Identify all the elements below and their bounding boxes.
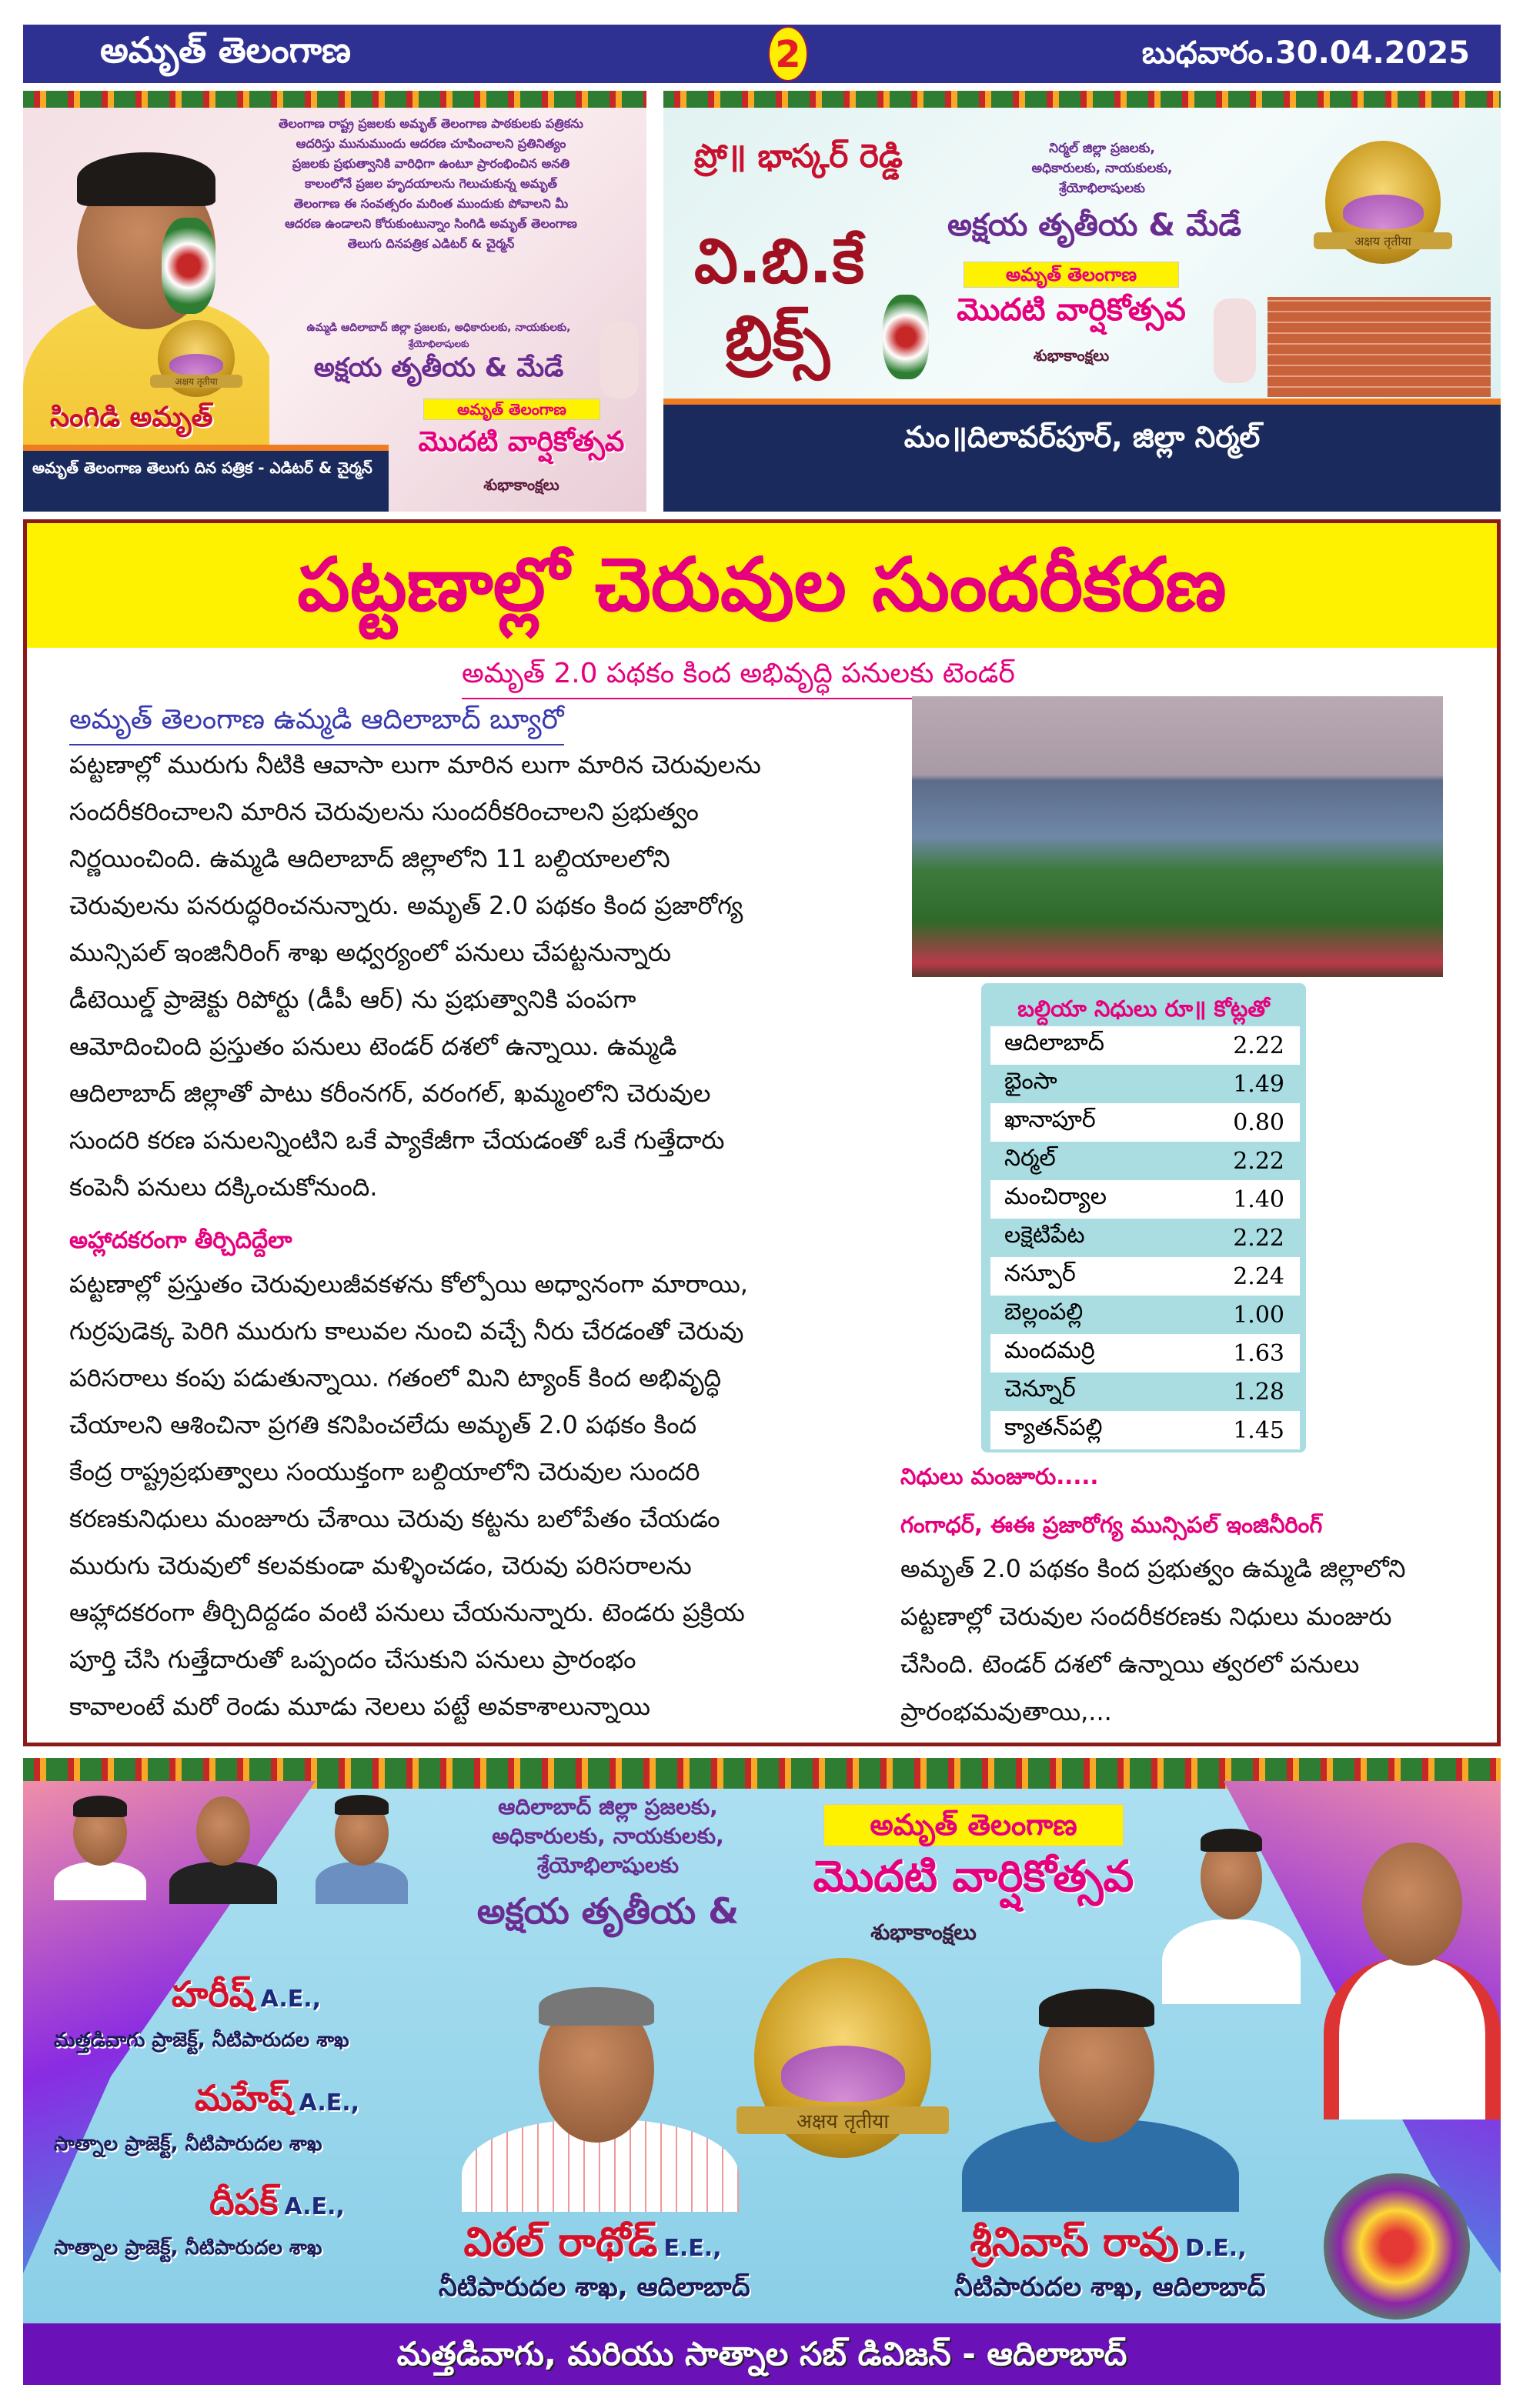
article-text-line: చేయాలని ఆశించినా ప్రగతి కనిపించలేదు అమృత్ 2.0 పథకం కింద: [69, 1410, 697, 1439]
raised-fist-icon: [600, 322, 639, 399]
person-department: సాత్నాల ప్రాజెక్ట్, నీటిపారుదల శాఖ: [54, 2236, 322, 2260]
bricks-photo: [1267, 297, 1491, 397]
municipality-name: బెల్లంపల్లి: [1004, 1299, 1084, 1326]
municipality-name: లక్షెటిపేట: [1004, 1222, 1085, 1249]
garland-decoration: [23, 91, 646, 108]
funds-table-row: [990, 1296, 1300, 1334]
masthead-logo: అమృత్ తెలంగాణ: [100, 29, 351, 71]
person-department: నీటిపారుదల శాఖ, ఆదిలాబాద్: [439, 2272, 750, 2303]
municipality-name: క్యాతన్‌పల్లి: [1004, 1414, 1103, 1441]
ad-bottom-bar-text: అమృత్ తెలంగాణ తెలుగు దిన పత్రిక - ఎడిటర్ & చైర్మన్: [32, 459, 372, 477]
bouquet-icon: [883, 295, 929, 379]
funds-table-row: [990, 1180, 1300, 1219]
person-title: D.E.,: [1185, 2235, 1247, 2262]
greeting-line: అధికారులకు, నాయకులకు,: [1031, 161, 1173, 176]
article-text-line: సుందరి కరణ పనులన్నింటిని ఒకే ప్యాకేజీగా చేయడంతో ఒకే గుత్తేదారు: [69, 1126, 725, 1155]
article-text-line: చెరువులను పనరుద్ధరించనున్నారు. అమృత్ 2.0 పథకం కింద ప్రజారోగ్య: [69, 891, 743, 920]
akshaya-tritiya-kalash-icon: [1325, 141, 1441, 264]
ad-greeting-recipients: [948, 138, 1256, 198]
ad-irrigation-department: [23, 1758, 1501, 2385]
section-heading-funds: నిధులు మంజూరు.....: [900, 1463, 1099, 1489]
bouquet-icon: [162, 218, 215, 314]
article-text-line: మున్సిపల్ ఇంజినీరింగ్ శాఖ అధ్వర్యంలో పనులు చేపట్టనున్నారు: [69, 938, 671, 967]
article-text-line: కరణకునిధులు మంజూరు చేశాయి చెరువు కట్టను బలోపేతం చేయడం: [69, 1504, 720, 1533]
funds-table-row: [990, 1219, 1300, 1257]
funds-table-row: [990, 1411, 1300, 1449]
article-text-line: పూర్తి చేసి గుత్తేదారుతో ఒప్పందం చేసుకుని పనులు ప్రారంభం: [69, 1645, 636, 1674]
ad-message-line: తెలుగు దినపత్రిక ఎడిటర్ & చైర్మన్: [347, 236, 515, 251]
ad-message-line: కాలంలోనే ప్రజల హృదయాలను గెలుచుకున్న అమృత్: [305, 176, 557, 191]
newspaper-logo: అమృత్ తెలంగాణ: [423, 399, 600, 420]
fund-amount: 0.80: [1233, 1109, 1284, 1136]
fund-amount: 2.22: [1233, 1032, 1284, 1059]
greeting-line: శ్రేయోభిలాషులకు: [1059, 181, 1145, 196]
article-text-line: కావాలంటే మరో రెండు మూడు నెలలు పట్టే అవకాశాలున్నాయి: [69, 1692, 650, 1721]
garland-decoration: [663, 91, 1501, 108]
wishes: శుభాకాంక్షలు: [870, 1919, 977, 1945]
article-text-line: ఆదిలాబాద్ జిల్లాతో పాటు కరీంనగర్, వరంగల్, ఖమ్మంలోని చెరువుల: [69, 1079, 711, 1108]
article-text-line: కంపెనీ పనులు దక్కించుకోనుంది.: [69, 1172, 378, 1202]
funds-table-row: [990, 1065, 1300, 1103]
person-name: హరీష్: [171, 1973, 255, 2015]
funds-table-row: [990, 1334, 1300, 1372]
funds-table-row: [990, 1026, 1300, 1065]
funds-table-row: [990, 1142, 1300, 1180]
officer-photo-top-2: [1316, 1827, 1501, 2120]
article-text-line: మురుగు చెరువులో కలవకుండా మళ్ళించడం, చెరువు పరిసరాలను: [69, 1551, 692, 1580]
person-name-title: [92, 1973, 400, 2024]
person-department: సాత్నాల ప్రాజెక్ట్, నీటిపారుదల శాఖ: [54, 2133, 322, 2156]
article-text-line: పట్టణాల్లో ప్రస్తుతం చెరువులుజీవకళను కోల్పోయి అధ్వానంగా మారాయి,: [69, 1269, 748, 1299]
municipality-name: చెన్నూర్: [1004, 1376, 1076, 1402]
masthead-bar: [23, 25, 1501, 83]
ad-greeting-recipients-2: శ్రేయోభిలాషులకు: [408, 339, 469, 349]
person-name: శ్రీనివాస్ రావు: [970, 2220, 1179, 2266]
person-department: నీటిపారుదల శాఖ, ఆదిలాబాద్: [954, 2272, 1266, 2303]
ad-vbk-bricks: [663, 91, 1501, 512]
municipality-name: ఆదిలాబాద్: [1004, 1029, 1104, 1056]
ad-bottom-bar: [23, 445, 389, 512]
fund-amount: 2.24: [1233, 1262, 1284, 1290]
article-headline: పట్టణాల్లో చెరువుల సుందరీకరణ: [27, 523, 1497, 648]
municipality-name: నిర్మల్: [1004, 1145, 1056, 1172]
quote-source: గంగాధర్, ఈఈ ప్రజారోగ్య మున్సిపల్ ఇంజినీరింగ్: [900, 1512, 1323, 1538]
leader-photo-1: [50, 1793, 150, 1900]
ad-bottom-bar: [663, 399, 1501, 512]
funds-table-title: బల్దియా నిధులు రూ॥ కోట్లతో: [1017, 996, 1270, 1022]
akshaya-tritiya-kalash-icon: [158, 320, 235, 397]
kalash-badge-text: अक्षय तृतीया: [736, 2106, 949, 2134]
newspaper-logo: అమృత్ తెలంగాణ: [823, 1804, 1124, 1846]
municipality-name: భైంసా: [1004, 1068, 1057, 1095]
article-text-line: సందరీకరించాలని మారిన చెరువులను సుందరీకరించాలని ప్రభుత్వం: [69, 797, 699, 826]
ad-message-line: తెలంగాణ రాష్ట్ర ప్రజలకు అమృత్ తెలంగాణ పాఠకులకు పత్రికను: [279, 116, 583, 131]
article-text-line: నిర్ణయించింది. ఉమ్మడి ఆదిలాబాద్ జిల్లాలోని 11 బల్దియాలలోని: [69, 844, 670, 873]
flower-bouquet-icon: [1324, 2173, 1470, 2320]
newspaper-logo: అమృత్ తెలంగాణ: [964, 262, 1179, 288]
officer-photo-top-1: [1154, 1819, 1308, 2004]
ad-festival-title: అక్షయ తృతీయ &: [476, 1890, 740, 1932]
ad-festival-title: అక్షయ తృతీయ & మేడే: [947, 208, 1241, 243]
ad-message: [215, 114, 646, 254]
ad-message-line: ఆదరిస్తు మునుముందు ఆదరణ చూపించాలని ప్రతినిత్యం: [296, 136, 566, 151]
municipality-name: మందమర్రి: [1004, 1337, 1095, 1364]
proprietor-name: ప్రో॥ భాస్కర్ రెడ్డి: [694, 137, 903, 175]
kalash-badge-text: अक्षय तृतीया: [150, 375, 242, 388]
fund-amount: 1.49: [1233, 1070, 1284, 1098]
fund-amount: 2.22: [1233, 1224, 1284, 1252]
ad-editor-greeting: [23, 91, 646, 512]
page-number-badge: 2: [768, 26, 808, 82]
person-title: E.E.,: [663, 2235, 722, 2262]
article-text-line: ఆహ్లాదకరంగా తీర్చిదిద్దడం వంటి పనులు చేయనున్నారు. టెండరు ప్రక్రియ: [69, 1598, 745, 1627]
fund-amount: 1.45: [1233, 1416, 1284, 1444]
brand-name-line1: వి.బి.కే: [694, 225, 865, 297]
officer-photo-ee: [454, 1973, 746, 2212]
anniversary-title-left: మొదటి వార్షికోత్సవ: [418, 426, 625, 458]
section-heading: అహ్లాదకరంగా తీర్చిదిద్దేలా: [69, 1227, 292, 1254]
ad-greeting-recipients: ఉమ్మడి ఆదిలాబాద్ జిల్లా ప్రజలకు, అధికారులకు, నాయకులకు,: [306, 322, 571, 334]
fund-amount: 1.28: [1233, 1378, 1284, 1406]
brand-name-line2: బ్రిక్స్: [725, 302, 830, 374]
municipality-name: ఖానాపూర్: [1004, 1106, 1096, 1133]
fund-amount: 1.00: [1233, 1301, 1284, 1329]
fund-amount: 1.63: [1233, 1339, 1284, 1367]
fund-amount: 2.22: [1233, 1147, 1284, 1175]
article-subheadline: అమృత్ 2.0 పథకం కింద అభివృద్ధి పనులకు టెండర్: [462, 658, 1015, 699]
article-text-line: డీటెయిల్డ్ ప్రాజెక్టు రిపోర్టు (డీపీ ఆర్) ను ప్రభుత్వానికి పంపగా: [69, 985, 636, 1014]
funds-table-row: [990, 1257, 1300, 1296]
ad-footer-bar: మత్తడివాగు, మరియు సాత్నాల సబ్ డివిజన్ - ఆదిలాబాద్: [23, 2323, 1501, 2385]
fund-amount: 1.40: [1233, 1186, 1284, 1213]
wishes-left: శుభాకాంక్షలు: [483, 475, 559, 494]
person-title: A.E.,: [284, 2193, 345, 2220]
person-name-title: [123, 2077, 431, 2128]
greeting-line: అధికారులకు, నాయకులకు,: [492, 1823, 724, 1849]
article-byline: అమృత్ తెలంగాణ ఉమ్మడి ఆదిలాబాద్ బ్యూరో: [69, 704, 564, 745]
leader-photo-3: [308, 1789, 416, 1904]
ad-message-line: ప్రజలకు ప్రభుత్వానికి వారిధిగా ఉంటూ ప్రారంభించిన అనతి: [292, 156, 570, 171]
person-name-title: [408, 2220, 777, 2276]
municipality-name: మంచిర్యాల: [1004, 1183, 1107, 1210]
ad-location: మం॥దిలావర్‌పూర్, జిల్లా నిర్మల్: [903, 420, 1261, 454]
funds-table: [981, 983, 1306, 1452]
article-text-line: పట్టణాల్లో మురుగు నీటికి ఆవాసా లుగా మారిన లుగా మారిన చెరువులను: [69, 750, 761, 779]
akshaya-tritiya-kalash-icon: [754, 1958, 931, 2158]
issue-date: బుధవారం.30.04.2025: [1141, 35, 1470, 71]
editor-name: సింగిడి అమృత్: [50, 402, 213, 433]
article-text-line: చేసింది. టెండర్ దశలో ఉన్నాయి త్వరలో పనులు: [900, 1649, 1360, 1679]
article-text-line: ఆమోదించింది ప్రస్తుతం పనులు టెండర్ దశలో ఉన్నాయి. ఉమ్మడి: [69, 1032, 677, 1061]
article-text-line: పరిసరాలు కంపు పడుతున్నాయి. గతంలో మిని ట్యాంక్ కింద అభివృద్ధి: [69, 1363, 722, 1392]
raised-fist-icon: [1214, 298, 1256, 383]
ad-message-line: తెలంగాణ ఈ సంవత్సరం మరింత ముందుకు పోవాలని మీ: [293, 196, 569, 211]
person-title: A.E.,: [260, 1986, 322, 2013]
greeting-line: ఆదిలాబాద్ జిల్లా ప్రజలకు,: [498, 1794, 718, 1819]
article-text-line: పట్టణాల్లో చెరువుల సందరీకరణకు నిధులు మంజురు: [900, 1602, 1392, 1631]
leader-photo-2: [162, 1789, 285, 1904]
person-name-title: [123, 2181, 431, 2232]
funds-table-row: [990, 1103, 1300, 1142]
lake-photo: [912, 696, 1443, 977]
municipality-name: నస్పూర్: [1004, 1260, 1076, 1287]
ad-festival-title: అక్షయ తృతీయ & మేడే: [313, 352, 564, 383]
person-department: మత్తడివాగు ప్రాజెక్ట్, నీటిపారుదల శాఖ: [54, 2029, 349, 2052]
person-name-title: [923, 2220, 1293, 2276]
article-text-line: ప్రారంభమవుతాయి,...: [900, 1697, 1112, 1726]
kalash-badge-text: अक्षय तृतीया: [1314, 232, 1452, 249]
greeting-line: నిర్మల్ జిల్లా ప్రజలకు,: [1049, 141, 1155, 156]
article-text-line: అమృత్ 2.0 పథకం కింద ప్రభుత్వం ఉమ్మడి జిల్లాలోని: [900, 1554, 1406, 1583]
funds-table-row: [990, 1372, 1300, 1411]
article-text-line: గుర్రపుడెక్క పెరిగి మురుగు కాలువల నుంచి వచ్చే నీరు చేరడంతో చెరువు: [69, 1316, 744, 1346]
ad-message-line: ఆదరణ ఉండాలని కోరుకుంటున్నాం సింగిడి అమృత్ తెలంగాణ: [285, 216, 577, 231]
person-name: దీపక్: [209, 2181, 279, 2223]
person-name: విఠల్ రాథోడ్: [463, 2220, 658, 2266]
article-text-line: కేంద్ర రాష్ట్రప్రభుత్వాలు సంయుక్తంగా బల్దియాలోని చెరువుల సుందరి: [69, 1457, 700, 1486]
person-name: మహేష్: [194, 2077, 293, 2119]
anniversary-title: మొదటి వార్షికోత్సవ: [813, 1852, 1134, 1902]
officer-photo-de: [954, 1981, 1247, 2212]
anniversary-title: మొదటి వార్షికోత్సవ: [957, 292, 1186, 328]
wishes: శుభాకాంక్షలు: [1033, 346, 1110, 365]
greeting-line: శ్రేయోభిలాషులకు: [536, 1853, 680, 1878]
person-title: A.E.,: [299, 2089, 360, 2116]
ad-greeting-recipients: [408, 1793, 808, 1880]
